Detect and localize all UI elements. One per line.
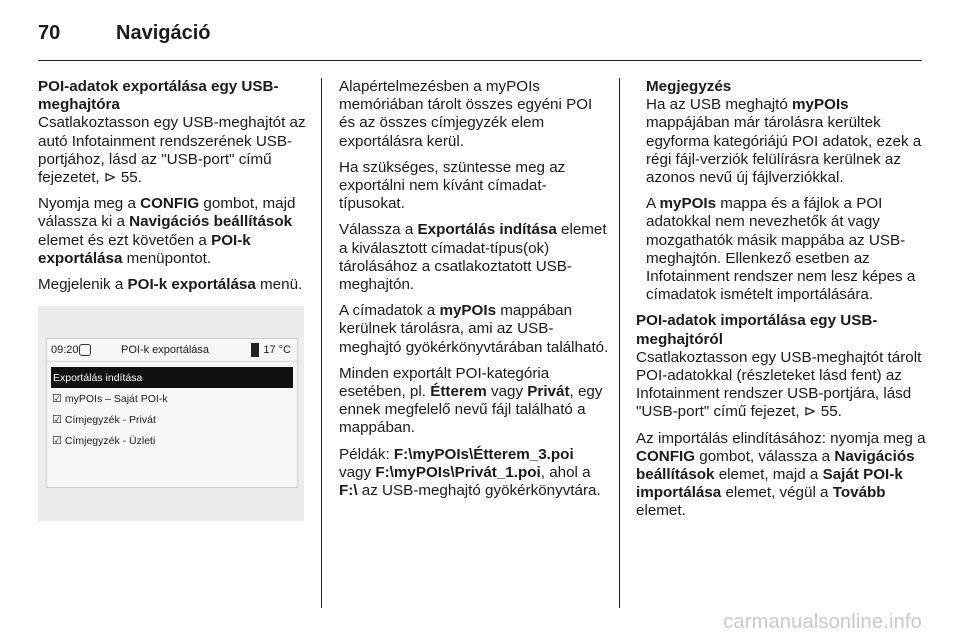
menu-item-address-business[interactable]: ☑ Címjegyzék - Üzleti	[47, 430, 297, 451]
paragraph: Csatlakoztasson egy USB-meghajtót az autó Infotainment rendszerének USB-portjához, lásd az "USB-port" című fejezetet, ⊳ 55.	[38, 114, 306, 187]
paragraph: Alapértelmezésben a myPOIs memóriában tárolt összes egyéni POI és az összes címjegyzék elem exportálásra kerül.	[339, 78, 593, 150]
column-divider	[619, 78, 620, 608]
paragraph: Ha szükséges, szüntesse meg az exportálni nem kívánt címadat-típusokat.	[339, 158, 566, 213]
checkbox-icon: ☑	[52, 413, 62, 426]
page-number: 70	[38, 21, 61, 44]
clock: 09:20	[51, 344, 79, 357]
watermark: carmanualsonline.info	[723, 611, 922, 633]
checkbox-icon: ☑	[52, 434, 62, 447]
column-2	[339, 78, 609, 508]
section-heading-export: POI-adatok exportálása egy USB-meghajtóra	[38, 78, 279, 114]
column-divider	[321, 78, 322, 608]
paragraph: Ha az USB meghajtó myPOIs mappájában már tárolásra kerültek egyforma kategóriájú POI adatok, ezek a régi fájl-verziók felülírásra kerülnek az azonos nevű új fájlverziókkal.	[646, 96, 922, 187]
paragraph: Az importálás elindításához: nyomja meg a CONFIG gombot, válassza a Navigációs beállítások elemet, majd a Saját POI-k importálása elemet, végül a Tovább elemet.	[636, 429, 926, 520]
section-heading-import: POI-adatok importálása egy USB-meghajtóról	[636, 312, 878, 348]
page-title: Navigáció	[116, 21, 211, 44]
paragraph: A myPOIs mappa és a fájlok a POI adatokkal nem nevezhetők át vagy mozgathatók másik mappába az USB-meghajtón. Ellenkező esetben az Infotainment rendszer nem lesz képes a címadatok ismételt importálására.	[646, 195, 916, 304]
paragraph: Válassza a Exportálás indítása elemet a kiválasztott címadat-típus(ok) tárolásához a csatlakoztatott USB-meghajtón.	[339, 221, 607, 294]
nav-icon	[79, 344, 91, 356]
arrow-ref-icon: ⊳	[103, 169, 117, 187]
indicator-icon	[251, 343, 259, 357]
column-1	[38, 78, 308, 521]
menu-item-address-private[interactable]: ☑ Címjegyzék - Privát	[47, 409, 297, 430]
column-3	[636, 78, 926, 529]
paragraph: Megjelenik a POI-k exportálása menü.	[38, 276, 303, 294]
note-box	[636, 78, 926, 304]
temperature: 17 °C	[263, 344, 291, 357]
page-header	[38, 16, 210, 50]
menu-item-mypois[interactable]: ☑ myPOIs – Saját POI-k	[47, 388, 297, 409]
checkbox-icon: ☑	[52, 392, 62, 405]
display-panel	[46, 338, 298, 488]
paragraph: Minden exportált POI-kategória esetében, pl. Étterem vagy Privát, egy ennek megfelelő nevű fájl található a mappában.	[339, 364, 603, 437]
status-bar	[47, 339, 297, 362]
paragraph: Csatlakoztasson egy USB-meghajtót tárolt POI-adatokkal (részleteket lásd fent) az Infotainment rendszer USB-portjára, lásd "USB-port" című fejezet, ⊳ 55.	[636, 348, 922, 421]
screen-title: POI-k exportálása	[121, 344, 210, 357]
arrow-ref-icon: ⊳	[803, 403, 817, 421]
menu-list	[47, 367, 297, 451]
paragraph: Példák: F:\myPOIs\Étterem_3.poi vagy F:\myPOIs\Privát_1.poi, ahol a F:\ az USB-meghajtó gyökérkönyvtára.	[339, 445, 601, 500]
paragraph: A címadatok a myPOIs mappában kerülnek tárolásra, ami az USB-meghajtó gyökérkönyvtárában található.	[339, 302, 609, 356]
menu-item-start-export[interactable]: Exportálás indítása	[51, 367, 293, 388]
note-heading: Megjegyzés	[646, 78, 732, 95]
paragraph: Nyomja meg a CONFIG gombot, majd válassza ki a Navigációs beállítások elemet és ezt követően a POI-k exportálása menüpontot.	[38, 195, 296, 267]
header-rule	[38, 60, 922, 61]
menu-screenshot	[38, 306, 304, 521]
